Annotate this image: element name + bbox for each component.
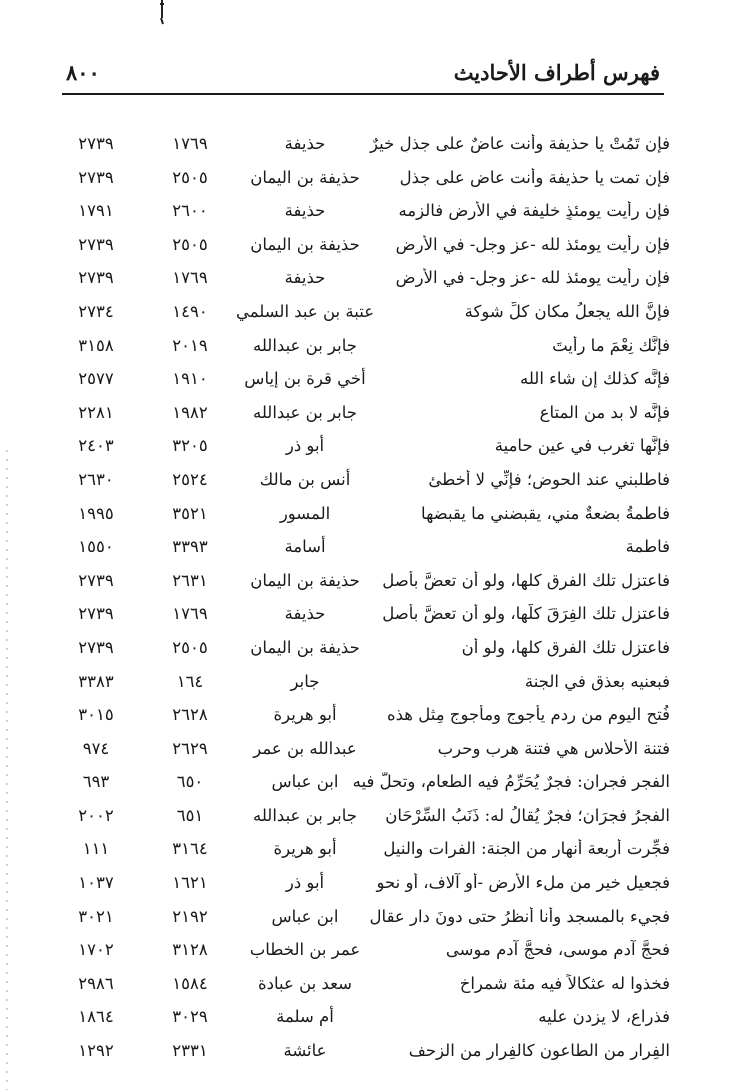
narrator-name: حذيفة: [284, 134, 326, 153]
narrator-name: أم سلمة: [276, 1007, 334, 1027]
narrator-name: حذيفة بن اليمان: [250, 234, 360, 254]
reference-number: ٣٣٨٣: [78, 671, 114, 691]
reference-number: ٢٧٣٩: [78, 234, 114, 254]
reference-number: ٢٧٣٩: [78, 268, 114, 288]
narrator-name: عائشة: [283, 1041, 327, 1061]
scan-edge: [6, 450, 8, 1090]
index-row: [60, 332, 670, 366]
index-row: [60, 399, 670, 433]
index-table: [60, 130, 670, 1071]
hadith-text: فخذوا له عثكالاً فيه مئة شمراخ: [459, 973, 670, 993]
index-row: [60, 835, 670, 869]
reference-number: ٢٧٣٩: [78, 637, 114, 657]
reference-number: ١٠٣٧: [78, 873, 114, 893]
index-row: [60, 768, 670, 802]
header-rule: [62, 93, 664, 95]
index-row: [60, 298, 670, 332]
hadith-number: ١٥٨٤: [172, 973, 208, 993]
reference-number: ٢٥٧٧: [78, 369, 114, 389]
hadith-text: فإنَّك نِعْمَ ما رأيتَ: [552, 335, 670, 355]
reference-number: ١٨٦٤: [78, 1007, 114, 1027]
hadith-number: ١٤٩٠: [172, 301, 208, 321]
index-row: [60, 231, 670, 265]
hadith-text: فاعتزل تلك الفرق كلها، ولو أن تعضَّ بأصلِ: [382, 570, 670, 590]
hadith-text: فتنة الأحلاس هي فتنة هرب وحرب: [437, 738, 670, 758]
hadith-number: ٣١٦٤: [172, 839, 208, 859]
narrator-name: ابن عباس: [271, 772, 339, 792]
reference-number: ٢٧٣٩: [78, 570, 114, 590]
page-header: [66, 56, 660, 92]
narrator-name: أنس بن مالك: [259, 469, 351, 489]
narrator-name: أخي قرة بن إياس: [244, 369, 366, 389]
index-row: [60, 567, 670, 601]
hadith-number: ٣١٢٨: [172, 940, 208, 960]
hadith-text: فإن تمت يا حذيفة وأنت عاض على جذل: [399, 167, 670, 187]
reference-number: ٢٠٠٢: [78, 805, 114, 825]
index-row: [60, 668, 670, 702]
hadith-number: ٣٠٢٩: [172, 1007, 208, 1027]
hadith-number: ١٦٢١: [172, 873, 208, 893]
index-row: [60, 130, 670, 164]
hadith-text: الفجر فجران: فجرٌ يُحَرِّمُ فيه الطعام، وتحلُّ فيه: [352, 772, 670, 792]
reference-number: ١٥٥٠: [78, 537, 114, 557]
reference-number: ١١١: [82, 839, 110, 859]
hadith-text: فإنَّها تغرب في عين حامية: [494, 436, 670, 456]
hadith-text: فإنَّ الله يجعلُ مكان كلِّ شوكة: [464, 301, 670, 321]
hadith-number: ٢٥٠٥: [172, 234, 208, 254]
hadith-text: فإن رأيت يومئذ لله -عز وجل- في الأرض: [395, 268, 670, 288]
narrator-name: حذيفة: [284, 201, 326, 221]
reference-number: ٢٧٣٩: [78, 604, 114, 624]
hadith-text: فاطمة: [625, 537, 670, 557]
hadith-text: فإنَّه كذلك إن شاء الله: [519, 369, 670, 389]
hadith-number: ١٦٤: [176, 671, 204, 691]
index-row: [60, 701, 670, 735]
narrator-name: حذيفة بن اليمان: [250, 167, 360, 187]
narrator-name: جابر: [290, 671, 320, 691]
hadith-text: الفجرُ فجرَان؛ فجرٌ يُقالُ له: ذَنَبُ السِّرْحَان: [385, 805, 670, 825]
narrator-name: أبو ذر: [285, 436, 325, 456]
hadith-number: ٢٥٢٤: [172, 469, 208, 489]
narrator-name: ابن عباس: [271, 906, 339, 926]
hadith-text: فجعيل خير من ملء الأرض -أو آلاف، أو نحو: [376, 873, 670, 893]
hadith-number: ٢٠١٩: [172, 335, 208, 355]
reference-number: ٢٢٨١: [78, 402, 114, 422]
narrator-name: عتبة بن عبد السلمي: [235, 301, 375, 321]
index-row: [60, 869, 670, 903]
index-row: [60, 500, 670, 534]
reference-number: ٢٧٣٩: [78, 167, 114, 187]
binding-mark: [158, 0, 166, 26]
hadith-text: فإن رأيت يومئذ لله -عز وجل- في الأرض: [395, 234, 670, 254]
hadith-number: ٦٥١: [176, 805, 204, 825]
hadith-number: ١٩١٠: [172, 369, 208, 389]
reference-number: ٢٩٨٦: [78, 973, 114, 993]
reference-number: ٩٧٤: [82, 738, 110, 758]
index-row: [60, 802, 670, 836]
narrator-name: عبدالله بن عمر: [253, 738, 357, 758]
hadith-text: فجيء بالمسجد وأنا أنظرُ حتى دونَ دار عقال: [369, 906, 670, 926]
hadith-text: فاعتزل تلك الفِرَقَ كلَّها، ولو أن تعضَّ بأصلِ: [382, 604, 670, 624]
hadith-text: فبعنيه بعذق في الجنة: [524, 671, 670, 691]
hadith-number: ٦٥٠: [176, 772, 204, 792]
reference-number: ١٧٠٢: [78, 940, 114, 960]
hadith-number: ١٧٦٩: [172, 268, 208, 288]
hadith-text: فاعتزل تلك الفرق كلها، ولو أن: [461, 637, 670, 657]
narrator-name: حذيفة بن اليمان: [250, 637, 360, 657]
narrator-name: سعد بن عبادة: [258, 973, 352, 993]
index-row: [60, 533, 670, 567]
narrator-name: أسامة: [284, 537, 326, 557]
hadith-number: ٢٦٠٠: [172, 201, 208, 221]
hadith-number: ٢٦٢٨: [172, 705, 208, 725]
index-row: [60, 735, 670, 769]
hadith-text: فُتح اليوم من ردم يأجوج ومأجوج مِثل هذه: [386, 705, 670, 725]
index-row: [60, 164, 670, 198]
index-row: [60, 634, 670, 668]
page-number: ٨٠٠: [66, 60, 100, 85]
index-row: [60, 1037, 670, 1071]
hadith-text: فحجَّ آدم موسى، فحجَّ آدم موسى: [445, 940, 670, 960]
index-row: [60, 466, 670, 500]
narrator-name: حذيفة: [284, 268, 326, 288]
index-row: [60, 903, 670, 937]
reference-number: ٦٩٣: [82, 772, 110, 792]
reference-number: ٣١٥٨: [78, 335, 114, 355]
index-row: [60, 365, 670, 399]
hadith-text: فإن تَمُتْ يا حذيفة وأنت عاضٌ على جذلٍ خيرٌ: [370, 134, 670, 153]
narrator-name: أبو هريرة: [273, 839, 337, 859]
narrator-name: جابر بن عبدالله: [253, 805, 357, 825]
running-title: فهرس أطراف الأحاديث: [453, 60, 660, 85]
index-row: [60, 600, 670, 634]
hadith-number: ١٩٨٢: [172, 402, 208, 422]
reference-number: ١٧٩١: [78, 201, 114, 221]
narrator-name: جابر بن عبدالله: [253, 402, 357, 422]
reference-number: ٢٤٠٣: [78, 436, 114, 456]
index-row: [60, 432, 670, 466]
hadith-number: ٢٦٢٩: [172, 738, 208, 758]
index-row: [60, 197, 670, 231]
narrator-name: حذيفة: [284, 604, 326, 624]
narrator-name: عمر بن الخطاب: [249, 940, 361, 960]
hadith-number: ٣٥٢١: [172, 503, 208, 523]
hadith-text: فاطلبني عند الحوض؛ فإنِّي لا أخطئ: [428, 469, 670, 489]
narrator-name: جابر بن عبدالله: [253, 335, 357, 355]
hadith-text: فاطمةُ بضعةٌ مني، يقبضني ما يقبضها: [421, 503, 670, 523]
hadith-number: ٣٢٠٥: [172, 436, 208, 456]
index-row: [60, 1003, 670, 1037]
hadith-number: ٢٦٣١: [172, 570, 208, 590]
narrator-name: أبو ذر: [285, 873, 325, 893]
hadith-number: ٢٣٣١: [172, 1041, 208, 1061]
index-row: [60, 264, 670, 298]
hadith-text: فإنَّه لا بد من المتاع: [539, 402, 670, 422]
hadith-number: ١٧٦٩: [172, 134, 208, 153]
reference-number: ٣٠١٥: [78, 705, 114, 725]
hadith-text: الفِرار من الطاعون كالفِرار من الزحف: [408, 1041, 670, 1061]
reference-number: ١٢٩٢: [78, 1041, 114, 1061]
hadith-number: ٢٥٠٥: [172, 637, 208, 657]
hadith-number: ١٧٦٩: [172, 604, 208, 624]
hadith-number: ٢٥٠٥: [172, 167, 208, 187]
narrator-name: المسور: [279, 503, 331, 523]
hadith-number: ٢١٩٢: [172, 906, 208, 926]
hadith-text: فذراع، لا يزدن عليه: [538, 1007, 670, 1027]
reference-number: ٢٧٣٩: [78, 134, 114, 153]
narrator-name: حذيفة بن اليمان: [250, 570, 360, 590]
index-row: [60, 970, 670, 1004]
reference-number: ٢٦٣٠: [78, 469, 114, 489]
hadith-text: فجِّرت أربعة أنهار من الجنة: الفرات والنيل: [383, 839, 670, 859]
reference-number: ٣٠٢١: [78, 906, 114, 926]
reference-number: ١٩٩٥: [78, 503, 114, 523]
hadith-text: فإن رأيت يومئذٍ خليفة في الأرض فالزمه: [398, 201, 670, 221]
index-row: [60, 936, 670, 970]
narrator-name: أبو هريرة: [273, 705, 337, 725]
hadith-number: ٣٣٩٣: [172, 537, 208, 557]
reference-number: ٢٧٣٤: [78, 301, 114, 321]
